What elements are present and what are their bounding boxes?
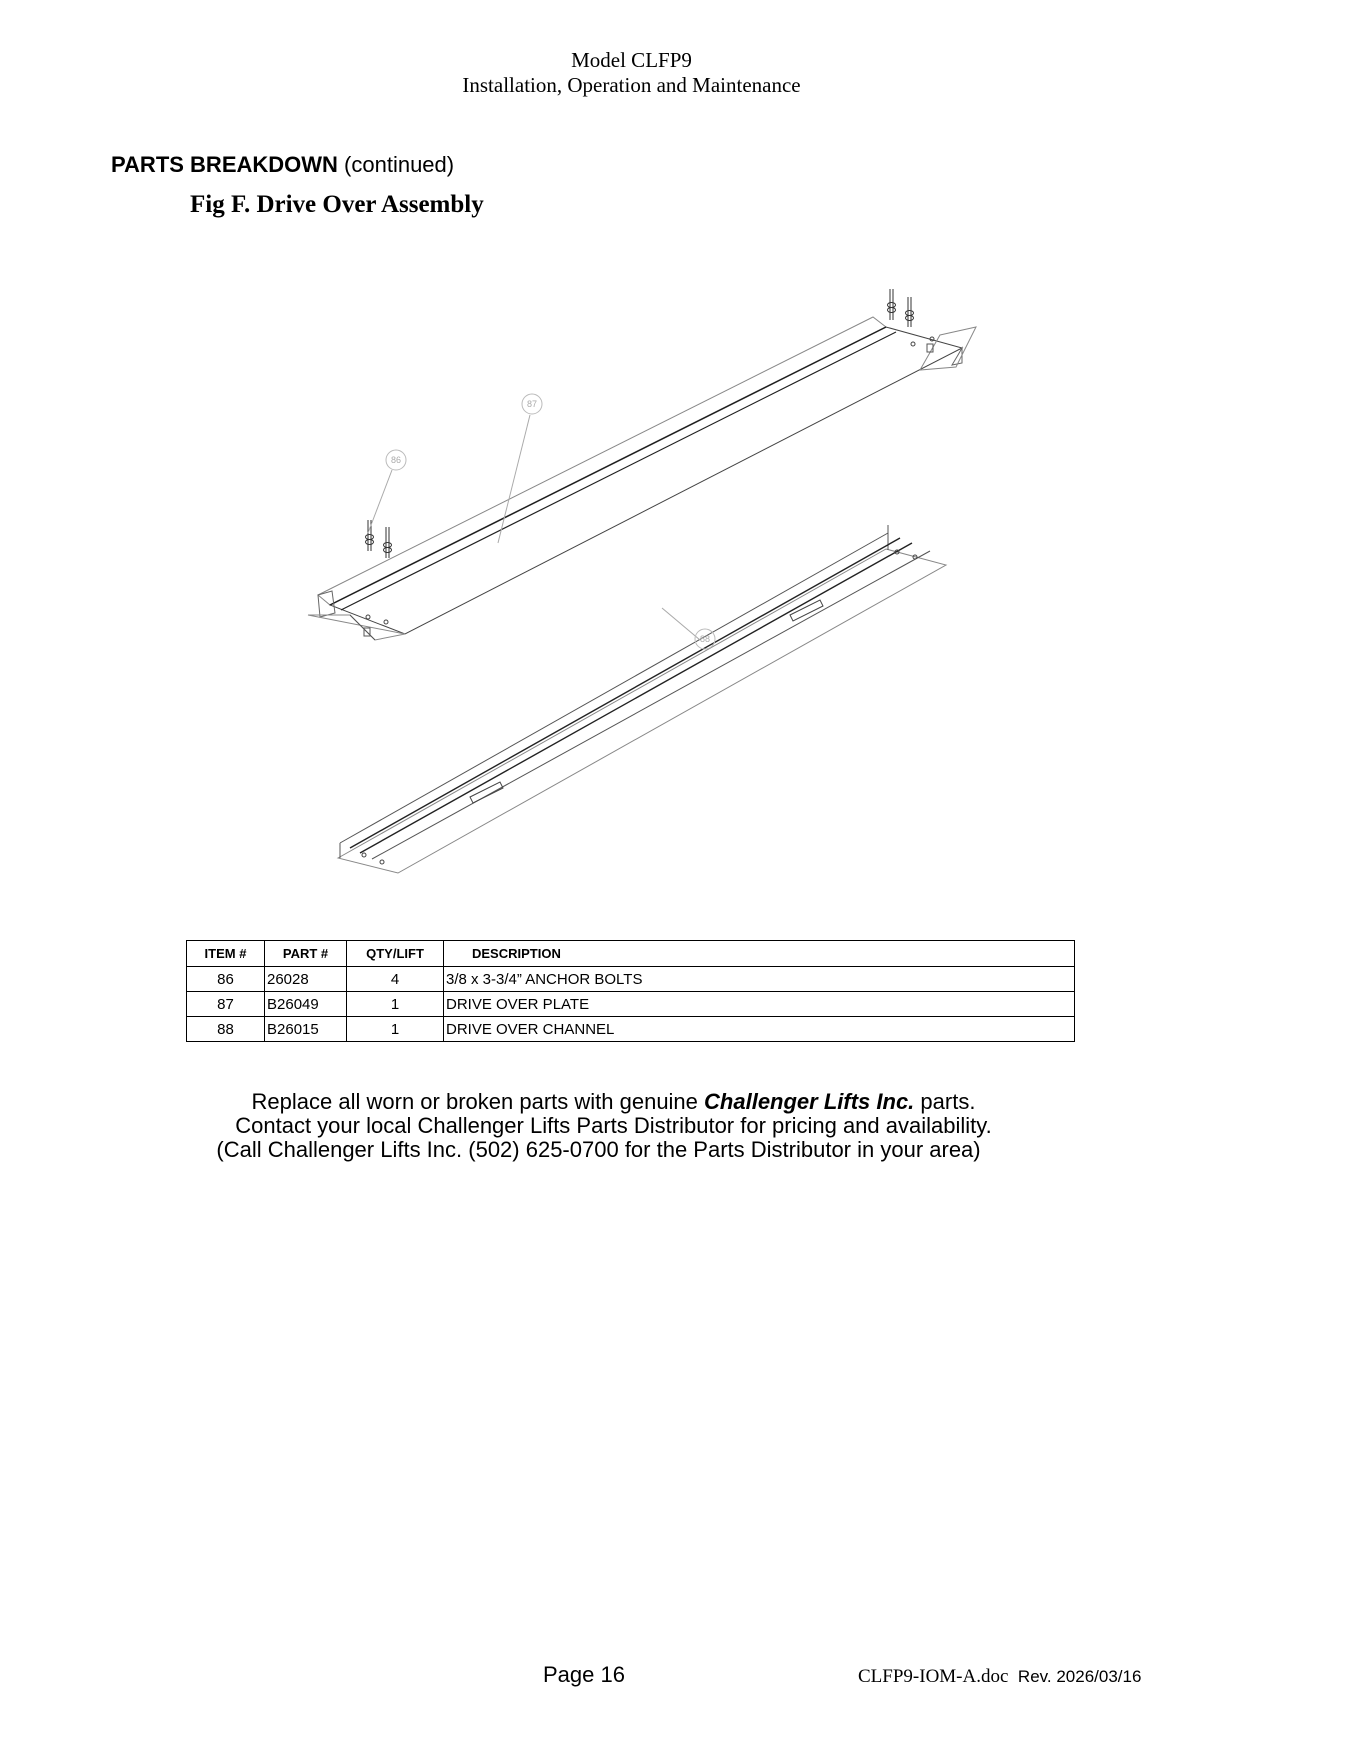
cell-part: 26028 xyxy=(265,967,347,992)
document-reference xyxy=(858,1666,1141,1688)
callout-86-label: 86 xyxy=(390,455,402,465)
drive-over-assembly-drawing xyxy=(300,275,980,895)
cell-part: B26049 xyxy=(265,992,347,1017)
col-header-description: DESCRIPTION xyxy=(444,941,1075,967)
table-row xyxy=(187,992,1075,1017)
doc-revision: Rev. 2026/03/16 xyxy=(1017,1667,1142,1686)
cell-description: DRIVE OVER CHANNEL xyxy=(444,1017,1075,1042)
cell-part: B26015 xyxy=(265,1017,347,1042)
col-header-part: PART # xyxy=(265,941,347,967)
section-heading xyxy=(111,152,454,178)
section-title: PARTS BREAKDOWN xyxy=(111,152,338,177)
parts-table-header xyxy=(187,941,1075,967)
figure-title: Fig F. Drive Over Assembly xyxy=(190,191,484,218)
col-header-item: ITEM # xyxy=(187,941,265,967)
col-header-qty: QTY/LIFT xyxy=(347,941,444,967)
cell-item: 87 xyxy=(187,992,265,1017)
drive-over-plate xyxy=(308,317,976,640)
parts-table xyxy=(186,940,1075,1042)
section-suffix: (continued) xyxy=(337,152,455,177)
cell-qty: 4 xyxy=(347,967,444,992)
note-text-pre: Replace all worn or broken parts with genuine xyxy=(251,1089,705,1114)
drive-over-channel xyxy=(338,525,946,873)
cell-description: 3/8 x 3-3/4” ANCHOR BOLTS xyxy=(444,967,1075,992)
contact-note: Contact your local Challenger Lifts Parts Distributor for pricing and availability. xyxy=(235,1113,992,1138)
brand-name: Challenger Lifts Inc. xyxy=(704,1089,915,1114)
phone-note: (Call Challenger Lifts Inc. (502) 625-0700 for the Parts Distributor in your area) xyxy=(216,1137,981,1162)
note-text-post: parts. xyxy=(914,1089,976,1114)
replacement-note xyxy=(0,1090,1287,1114)
callout-88-label: 88 xyxy=(699,634,711,644)
table-row xyxy=(187,1017,1075,1042)
cell-item: 86 xyxy=(187,967,265,992)
cell-item: 88 xyxy=(187,1017,265,1042)
header-model: Model CLFP9 xyxy=(571,48,692,72)
page-number: Page 16 xyxy=(543,1662,625,1687)
doc-filename: CLFP9-IOM-A.doc xyxy=(858,1666,1009,1687)
cell-description: DRIVE OVER PLATE xyxy=(444,992,1075,1017)
callout-87-label: 87 xyxy=(526,399,538,409)
cell-qty: 1 xyxy=(347,992,444,1017)
table-row xyxy=(187,967,1075,992)
anchor-bolts xyxy=(366,289,914,558)
cell-qty: 1 xyxy=(347,1017,444,1042)
header-subtitle: Installation, Operation and Maintenance xyxy=(462,73,801,97)
